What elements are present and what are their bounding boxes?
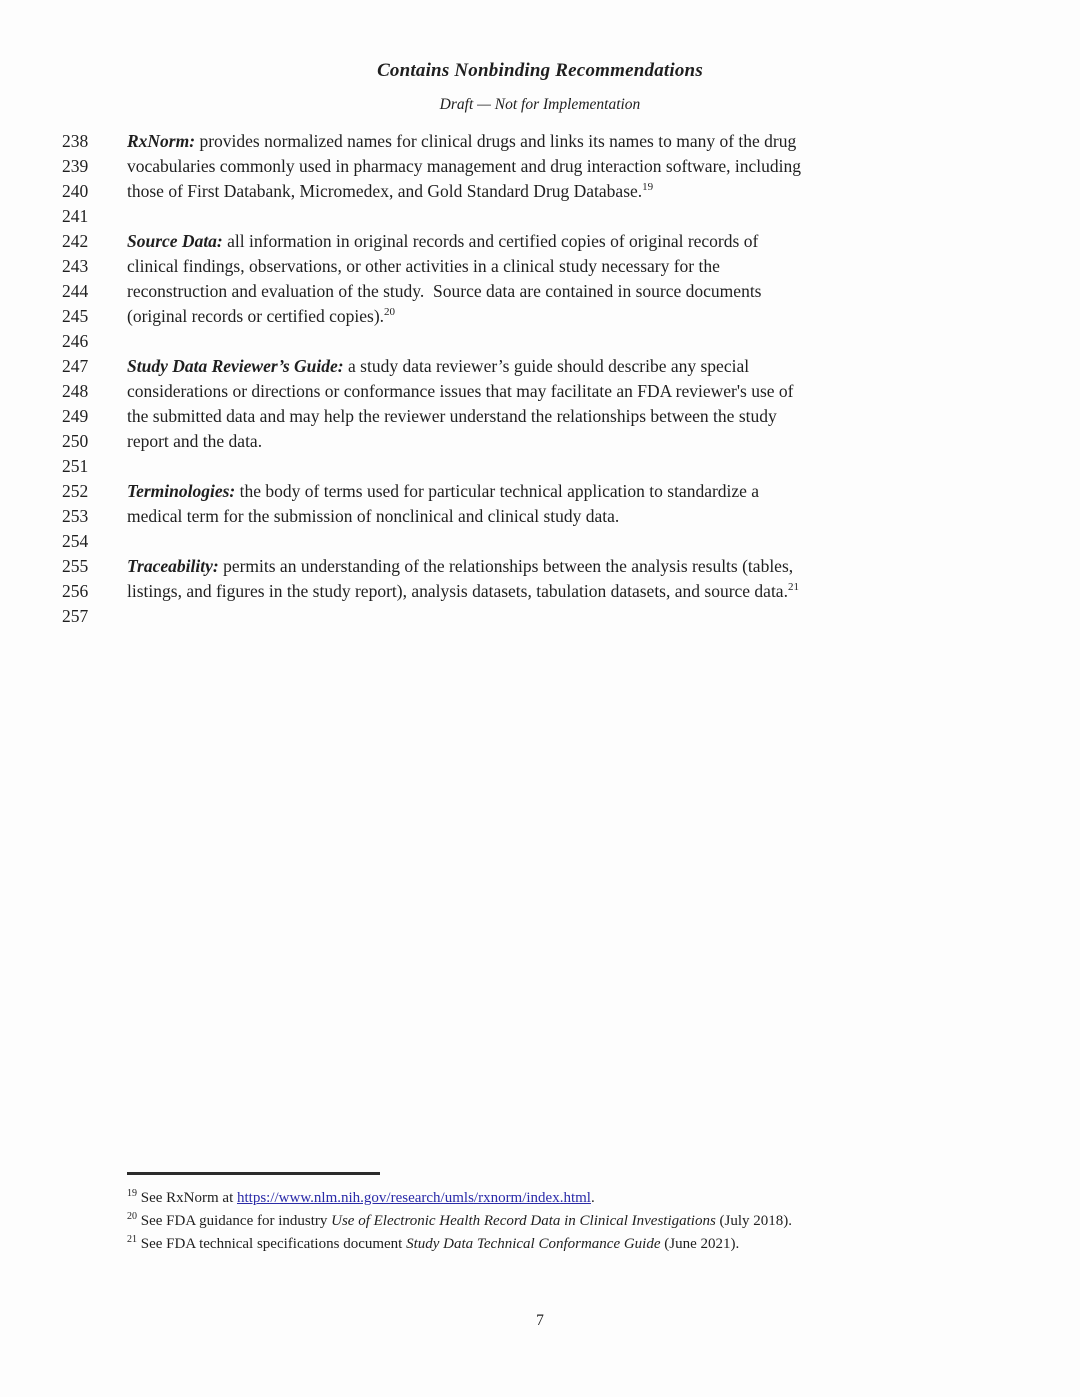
line-text: those of First Databank, Micromedex, and Gold Standard Drug Database. bbox=[127, 181, 643, 201]
numbered-line bbox=[0, 179, 1080, 204]
page-number: 7 bbox=[536, 1312, 544, 1329]
numbered-line bbox=[0, 129, 1080, 154]
line-content bbox=[127, 129, 1080, 154]
line-term: Terminologies: bbox=[127, 481, 236, 501]
line-number: 243 bbox=[62, 256, 89, 276]
numbered-line bbox=[0, 479, 1080, 504]
numbered-line bbox=[0, 504, 1080, 529]
line-term: Traceability: bbox=[127, 556, 219, 576]
line-content bbox=[127, 479, 1080, 504]
line-text: vocabularies commonly used in pharmacy management and drug interaction software, including bbox=[127, 156, 802, 176]
numbered-line bbox=[0, 429, 1080, 454]
numbered-line bbox=[0, 579, 1080, 604]
numbered-line bbox=[0, 154, 1080, 179]
numbered-line bbox=[0, 454, 1080, 479]
line-term: Study Data Reviewer’s Guide: bbox=[127, 356, 344, 376]
footnote-item bbox=[127, 1187, 987, 1210]
line-text: a study data reviewer’s guide should describe any special bbox=[343, 356, 750, 376]
page-subtitle: Draft — Not for Implementation bbox=[439, 96, 641, 113]
line-number: 242 bbox=[62, 231, 89, 251]
line-number: 241 bbox=[62, 206, 89, 226]
line-content bbox=[127, 379, 1080, 404]
numbered-line bbox=[0, 329, 1080, 354]
line-text: reconstruction and evaluation of the study. Source data are contained in source documents bbox=[127, 281, 762, 301]
footnote-separator bbox=[127, 1172, 380, 1175]
line-text: the body of terms used for particular technical application to standardize a bbox=[235, 481, 760, 501]
numbered-line bbox=[0, 229, 1080, 254]
line-superscript: 19 bbox=[642, 181, 654, 194]
line-content bbox=[127, 279, 1080, 304]
line-text: permits an understanding of the relationships between the analysis results (tables, bbox=[218, 556, 794, 576]
numbered-line bbox=[0, 279, 1080, 304]
line-number: 246 bbox=[62, 331, 89, 351]
line-text: considerations or directions or conformance issues that may facilitate an FDA reviewer's use of bbox=[127, 381, 794, 401]
footnote-number: 19 bbox=[127, 1188, 137, 1199]
line-number: 249 bbox=[62, 406, 89, 426]
line-text: medical term for the submission of nonclinical and clinical study data. bbox=[127, 506, 620, 526]
line-content bbox=[127, 354, 1080, 379]
line-superscript: 20 bbox=[384, 306, 396, 319]
line-number: 247 bbox=[62, 356, 89, 376]
line-term: RxNorm: bbox=[127, 131, 196, 151]
line-number: 254 bbox=[62, 531, 89, 551]
numbered-line bbox=[0, 529, 1080, 554]
line-number: 245 bbox=[62, 306, 89, 326]
numbered-line bbox=[0, 379, 1080, 404]
line-content bbox=[127, 429, 1080, 454]
numbered-line bbox=[0, 554, 1080, 579]
footnote-post-text: (July 2018). bbox=[715, 1213, 793, 1229]
line-number: 253 bbox=[62, 506, 89, 526]
document-header bbox=[0, 0, 1080, 114]
numbered-line bbox=[0, 354, 1080, 379]
body-lines bbox=[0, 129, 1080, 629]
line-content bbox=[127, 254, 1080, 279]
numbered-line bbox=[0, 404, 1080, 429]
line-content bbox=[127, 304, 1080, 329]
line-number: 248 bbox=[62, 381, 89, 401]
numbered-line bbox=[0, 604, 1080, 629]
line-content bbox=[127, 154, 1080, 179]
footnote-pre-text: See FDA technical specifications document bbox=[140, 1236, 407, 1252]
line-number: 239 bbox=[62, 156, 89, 176]
line-text: report and the data. bbox=[127, 431, 263, 451]
footnote-number: 20 bbox=[127, 1211, 137, 1222]
line-content bbox=[127, 229, 1080, 254]
line-term: Source Data: bbox=[127, 231, 223, 251]
footnote-italic-title: Use of Electronic Health Record Data in Clinical Investigations bbox=[331, 1213, 716, 1229]
line-number: 251 bbox=[62, 456, 89, 476]
footnote-pre-text: See RxNorm at bbox=[140, 1190, 237, 1206]
numbered-line bbox=[0, 304, 1080, 329]
footnote-post-text: (June 2021). bbox=[660, 1236, 740, 1252]
line-number: 256 bbox=[62, 581, 89, 601]
line-text: provides normalized names for clinical drugs and links its names to many of the drug bbox=[195, 131, 797, 151]
line-text: all information in original records and certified copies of original records of bbox=[222, 231, 759, 251]
footnotes-section bbox=[127, 1172, 987, 1256]
footnote-post-text: . bbox=[590, 1190, 595, 1206]
line-number: 252 bbox=[62, 481, 89, 501]
line-content bbox=[127, 579, 1080, 604]
line-text: (original records or certified copies). bbox=[127, 306, 385, 326]
line-content bbox=[127, 504, 1080, 529]
line-number: 250 bbox=[62, 431, 89, 451]
footnotes-list bbox=[127, 1187, 987, 1256]
line-number: 244 bbox=[62, 281, 89, 301]
line-content bbox=[127, 404, 1080, 429]
line-content bbox=[127, 554, 1080, 579]
line-text: clinical findings, observations, or other activities in a clinical study necessary for the bbox=[127, 256, 720, 276]
numbered-line bbox=[0, 204, 1080, 229]
footnote-italic-title: Study Data Technical Conformance Guide bbox=[406, 1236, 661, 1252]
footnote-item bbox=[127, 1210, 987, 1233]
line-number: 240 bbox=[62, 181, 89, 201]
line-number: 255 bbox=[62, 556, 89, 576]
footnote-link[interactable]: https://www.nlm.nih.gov/research/umls/rxnorm/index.html bbox=[236, 1190, 591, 1206]
line-content bbox=[127, 179, 1080, 204]
line-superscript: 21 bbox=[787, 581, 799, 594]
footnote-item bbox=[127, 1233, 987, 1256]
numbered-line bbox=[0, 254, 1080, 279]
line-number: 257 bbox=[62, 606, 89, 626]
footnote-pre-text: See FDA guidance for industry bbox=[140, 1213, 332, 1229]
line-text: the submitted data and may help the reviewer understand the relationships between the study bbox=[127, 406, 777, 426]
line-text: listings, and figures in the study report), analysis datasets, tabulation datasets, and source data. bbox=[127, 581, 788, 601]
footnote-number: 21 bbox=[127, 1234, 137, 1245]
page-title: Contains Nonbinding Recommendations bbox=[377, 60, 703, 81]
line-number: 238 bbox=[62, 131, 89, 151]
